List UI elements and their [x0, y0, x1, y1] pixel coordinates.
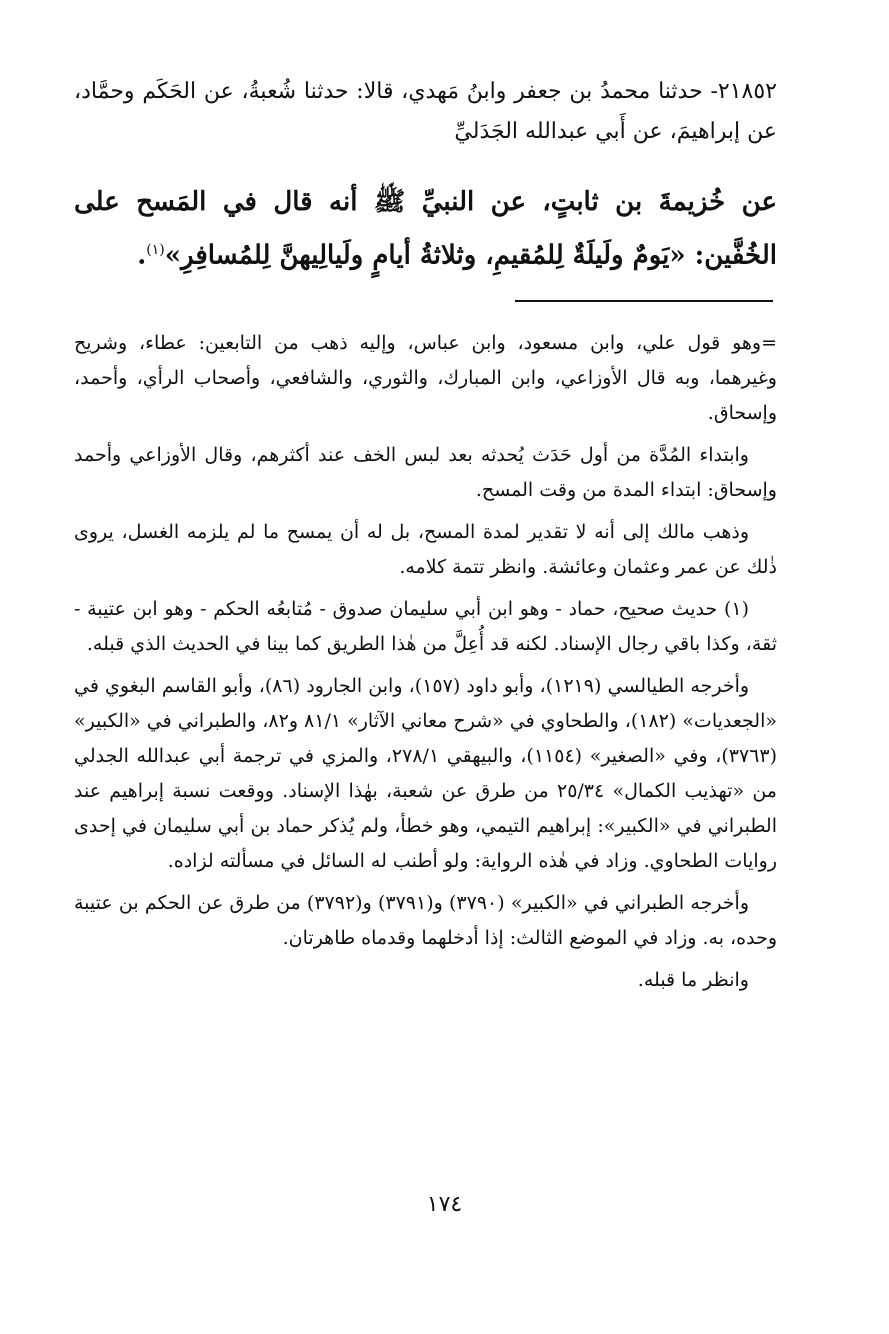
footnote-paragraph: وأخرجه الطبراني في «الكبير» (٣٧٩٠) و(٣٧٩١) و(٣٧٩٢) من طرق عن الحكم بن عتيبة وحده، به. وزاد في الموضع الثالث: إذا أدخلهما وقدماه طاهرتان.: [74, 892, 777, 949]
matn-end-punctuation: .: [137, 240, 147, 271]
page-number: ١٧٤: [426, 1192, 463, 1217]
footnotes-section: [74, 326, 777, 1005]
footnote-paragraph: وأخرجه الطيالسي (١٢١٩)، وأبو داود (١٥٧)، وابن الجارود (٨٦)، وأبو القاسم البغوي في «الجعديات» (١٨٢)، والطحاوي في «شرح معاني الآثار» ٨١/١ و٨٢، والطبراني في «الكبير» (٣٧٦٣)، وفي «الصغير» (١١٥٤)، والبيهقي ٢٧٨/١، والمزي في ترجمة أبي عبدالله الجدلي من «تهذيب الكمال» ٢٥/٣٤ من طرق عن شعبة، بهٰذا الإسناد. ووقعت نسبة إبراهيم عند الطبراني في «الكبير»: إبراهيم التيمي، وهو خطأ، ولم يُذكر حماد بن أبي سليمان في إحدى روايات الطحاوي. وزاد في هٰذه الرواية: ولو أطنب له السائل في مسألته لزاده.: [74, 675, 777, 872]
footnote-paragraph: =وهو قول علي، وابن مسعود، وابن عباس، وإليه ذهب من التابعين: عطاء، وشريح وغيرهما، وبه قال الأوزاعي، وابن المبارك، والثوري، والشافعي، وأصحاب الرأي، وأحمد، وإسحاق.: [74, 332, 777, 424]
hadith-isnad: [74, 72, 777, 152]
isnad-text: ٢١٨٥٢- حدثنا محمدُ بن جعفر وابنُ مَهدي، قالا: حدثنا شُعبةُ، عن الحَكَم وحمَّاد، عن إبراهيمَ، عن أَبي عبدالله الجَدَليِّ: [74, 79, 777, 144]
footnote-paragraph: وانظر ما قبله.: [637, 969, 749, 991]
matn-text: عن خُزيمةَ بن ثابتٍ، عن النبيِّ ﷺ أنه قال في المَسح على الخُفَّين: «يَومٌ ولَيلَةٌ لِلمُقيمِ، وثلاثةُ أيامٍ ولَيالِيهنَّ لِلمُسافِرِ»: [74, 187, 777, 271]
hadith-matn: [74, 178, 777, 280]
footnote-paragraph: وذهب مالك إلى أنه لا تقدير لمدة المسح، بل له أن يمسح ما لم يلزمه الغسل، يروى ذٰلك عن عمر وعثمان وعائشة. وانظر تتمة كلامه.: [74, 521, 777, 578]
footnote-paragraph: وابتداء المُدَّة من أول حَدَث يُحدثه بعد لبس الخف عند أكثرهم، وقال الأوزاعي وأحمد وإسحاق: ابتداء المدة من وقت المسح.: [74, 444, 777, 501]
footnote-reference: (١): [146, 242, 165, 258]
footnote-paragraph: (١) حديث صحيح، حماد - وهو ابن أبي سليمان صدوق - مُتابعُه الحكم - وهو ابن عتيبة - ثقة، وكذا باقي رجال الإسناد. لكنه قد أُعِلَّ من هٰذا الطريق كما بينا في الحديث الذي قبله.: [74, 598, 777, 655]
footnote-separator: [515, 300, 773, 302]
